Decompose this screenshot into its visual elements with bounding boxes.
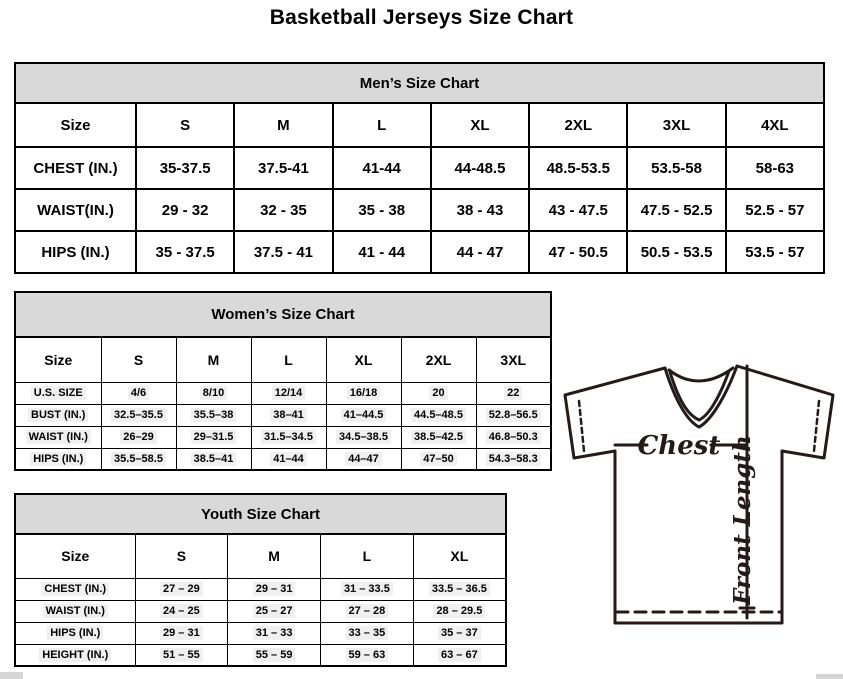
value-cell-text: 20 [429, 386, 447, 400]
row-label-cell [15, 382, 101, 404]
mens-chart-title: Men’s Size Chart [15, 63, 824, 103]
value-cell [401, 404, 476, 426]
value-cell: 41 - 44 [333, 231, 431, 273]
value-cell: 35 - 38 [333, 189, 431, 231]
column-header: M [176, 337, 251, 382]
jersey-left-cuff-stitch [579, 401, 584, 451]
column-header: Size [15, 103, 136, 147]
womens-header-row [15, 337, 551, 382]
value-cell: 58-63 [726, 147, 824, 189]
value-cell [135, 622, 228, 644]
value-cell-text: 4/6 [128, 386, 149, 400]
value-cell-text: 12/14 [272, 386, 306, 400]
value-cell [228, 600, 321, 622]
value-cell [228, 578, 321, 600]
value-cell: 32 - 35 [234, 189, 332, 231]
row-label-cell-text: WAIST (IN.) [43, 604, 108, 618]
value-cell [476, 426, 551, 448]
column-header: 2XL [401, 337, 476, 382]
column-header: S [136, 103, 234, 147]
value-cell [176, 382, 251, 404]
column-header: 3XL [476, 337, 551, 382]
value-cell-text: 29–31.5 [191, 430, 237, 444]
value-cell-text: 33 – 35 [346, 626, 389, 640]
value-cell-text: 34.5–38.5 [336, 430, 391, 444]
value-cell-text: 52.8–56.5 [486, 408, 541, 422]
value-cell-text: 29 – 31 [253, 582, 296, 596]
column-header: Size [15, 534, 135, 578]
column-header: XL [326, 337, 401, 382]
value-cell [321, 578, 414, 600]
table-row [15, 147, 824, 189]
table-row [15, 448, 551, 470]
table-row [15, 189, 824, 231]
column-header: XL [413, 534, 506, 578]
value-cell-text: 38.5–42.5 [411, 430, 466, 444]
value-cell-text: 27 – 28 [346, 604, 389, 618]
row-label-cell [15, 426, 101, 448]
value-cell: 37.5 - 41 [234, 231, 332, 273]
value-cell [251, 448, 326, 470]
column-header: M [228, 534, 321, 578]
value-cell: 43 - 47.5 [529, 189, 627, 231]
value-cell-text: 35 – 37 [438, 626, 481, 640]
value-cell-text: 51 – 55 [160, 648, 203, 662]
value-cell-text: 24 – 25 [160, 604, 203, 618]
womens-chart-title: Women’s Size Chart [15, 292, 551, 337]
column-header: 3XL [627, 103, 725, 147]
womens-band-row [15, 292, 551, 337]
row-label-cell-text: WAIST (IN.) [26, 430, 91, 444]
value-cell [413, 600, 506, 622]
value-cell-text: 46.8–50.3 [486, 430, 541, 444]
value-cell [326, 382, 401, 404]
value-cell-text: 44.5–48.5 [411, 408, 466, 422]
value-cell [401, 382, 476, 404]
value-cell [326, 448, 401, 470]
row-label-cell-text: HIPS (IN.) [47, 626, 103, 640]
row-label-cell [15, 578, 135, 600]
column-header: S [135, 534, 228, 578]
value-cell-text: 29 – 31 [160, 626, 203, 640]
value-cell [476, 404, 551, 426]
row-label-cell-text: U.S. SIZE [31, 386, 86, 400]
value-cell [176, 448, 251, 470]
chest-label: Chest [637, 431, 721, 461]
jersey-measurement-diagram [557, 361, 841, 629]
value-cell [401, 448, 476, 470]
column-header: L [333, 103, 431, 147]
value-cell-text: 38–41 [270, 408, 307, 422]
value-cell: 44 - 47 [431, 231, 529, 273]
value-cell [101, 448, 176, 470]
table-row [15, 578, 506, 600]
value-cell [251, 382, 326, 404]
value-cell-text: 41–44.5 [341, 408, 387, 422]
table-row [15, 426, 551, 448]
value-cell: 35 - 37.5 [136, 231, 234, 273]
row-label-cell-text: BUST (IN.) [28, 408, 88, 422]
value-cell: 41-44 [333, 147, 431, 189]
value-cell-text: 26–29 [120, 430, 157, 444]
row-label-cell [15, 600, 135, 622]
value-cell [251, 404, 326, 426]
jersey-collar-back-arc [669, 368, 733, 381]
column-header: S [101, 337, 176, 382]
row-label-cell: HIPS (IN.) [15, 231, 136, 273]
jersey-right-cuff-stitch [814, 401, 819, 451]
value-cell [251, 426, 326, 448]
table-row [15, 382, 551, 404]
row-label-cell-text: HEIGHT (IN.) [39, 648, 111, 662]
value-cell-text: 27 – 29 [160, 582, 203, 596]
row-label-cell-text: HIPS (IN.) [30, 452, 86, 466]
value-cell [413, 578, 506, 600]
value-cell-text: 54.3–58.3 [486, 452, 541, 466]
value-cell: 48.5-53.5 [529, 147, 627, 189]
value-cell [321, 644, 414, 666]
value-cell-text: 38.5–41 [191, 452, 237, 466]
mens-header-row [15, 103, 824, 147]
table-row [15, 600, 506, 622]
value-cell: 37.5-41 [234, 147, 332, 189]
jersey-collar-inner-v [670, 371, 729, 420]
value-cell-text: 35.5–58.5 [111, 452, 166, 466]
value-cell-text: 31.5–34.5 [261, 430, 316, 444]
column-header: Size [15, 337, 101, 382]
value-cell [101, 404, 176, 426]
value-cell [476, 382, 551, 404]
youth-chart-title: Youth Size Chart [15, 494, 506, 534]
value-cell: 52.5 - 57 [726, 189, 824, 231]
value-cell-text: 32.5–35.5 [111, 408, 166, 422]
value-cell-text: 31 – 33 [253, 626, 296, 640]
value-cell-text: 22 [504, 386, 522, 400]
value-cell: 53.5 - 57 [726, 231, 824, 273]
value-cell [321, 622, 414, 644]
value-cell-text: 25 – 27 [253, 604, 296, 618]
column-header: L [321, 534, 414, 578]
value-cell: 35-37.5 [136, 147, 234, 189]
value-cell: 47.5 - 52.5 [627, 189, 725, 231]
front-length-label: Front Length [729, 435, 756, 605]
value-cell [101, 426, 176, 448]
value-cell [326, 404, 401, 426]
youth-header-row [15, 534, 506, 578]
value-cell-text: 55 – 59 [253, 648, 296, 662]
value-cell-text: 63 – 67 [438, 648, 481, 662]
value-cell [401, 426, 476, 448]
value-cell [135, 578, 228, 600]
value-cell: 53.5-58 [627, 147, 725, 189]
value-cell [135, 644, 228, 666]
value-cell-text: 44–47 [345, 452, 382, 466]
value-cell: 38 - 43 [431, 189, 529, 231]
column-header: M [234, 103, 332, 147]
value-cell [101, 382, 176, 404]
row-label-cell-text: CHEST (IN.) [41, 582, 109, 596]
value-cell-text: 35.5–38 [191, 408, 237, 422]
jersey-body [615, 451, 782, 623]
value-cell-text: 33.5 – 36.5 [429, 582, 490, 596]
value-cell-text: 28 – 29.5 [433, 604, 485, 618]
page-title: Basketball Jerseys Size Chart [269, 6, 574, 29]
row-label-cell [15, 448, 101, 470]
value-cell-text: 41–44 [270, 452, 307, 466]
value-cell [228, 622, 321, 644]
row-label-cell [15, 622, 135, 644]
value-cell-text: 59 – 63 [346, 648, 389, 662]
row-label-cell: WAIST(IN.) [15, 189, 136, 231]
value-cell-text: 31 – 33.5 [341, 582, 393, 596]
column-header: XL [431, 103, 529, 147]
womens-size-table [14, 291, 552, 471]
value-cell-text: 16/18 [347, 386, 381, 400]
value-cell [135, 600, 228, 622]
value-cell: 47 - 50.5 [529, 231, 627, 273]
column-header: L [251, 337, 326, 382]
column-header: 4XL [726, 103, 824, 147]
value-cell [176, 426, 251, 448]
value-cell [413, 622, 506, 644]
table-row [15, 622, 506, 644]
row-label-cell: CHEST (IN.) [15, 147, 136, 189]
table-row [15, 404, 551, 426]
table-row [15, 644, 506, 666]
table-row [15, 231, 824, 273]
value-cell [326, 426, 401, 448]
value-cell [176, 404, 251, 426]
value-cell: 29 - 32 [136, 189, 234, 231]
value-cell [413, 644, 506, 666]
value-cell-text: 47–50 [420, 452, 457, 466]
mens-band-row [15, 63, 824, 103]
value-cell: 44-48.5 [431, 147, 529, 189]
value-cell-text: 8/10 [200, 386, 227, 400]
value-cell [321, 600, 414, 622]
scrollbar-fragment-right[interactable] [816, 674, 843, 679]
row-label-cell [15, 404, 101, 426]
value-cell: 50.5 - 53.5 [627, 231, 725, 273]
row-label-cell [15, 644, 135, 666]
value-cell [228, 644, 321, 666]
youth-band-row [15, 494, 506, 534]
column-header: 2XL [529, 103, 627, 147]
scrollbar-fragment-left[interactable] [0, 672, 23, 679]
youth-size-table [14, 493, 507, 667]
mens-size-table [14, 62, 825, 274]
value-cell [476, 448, 551, 470]
